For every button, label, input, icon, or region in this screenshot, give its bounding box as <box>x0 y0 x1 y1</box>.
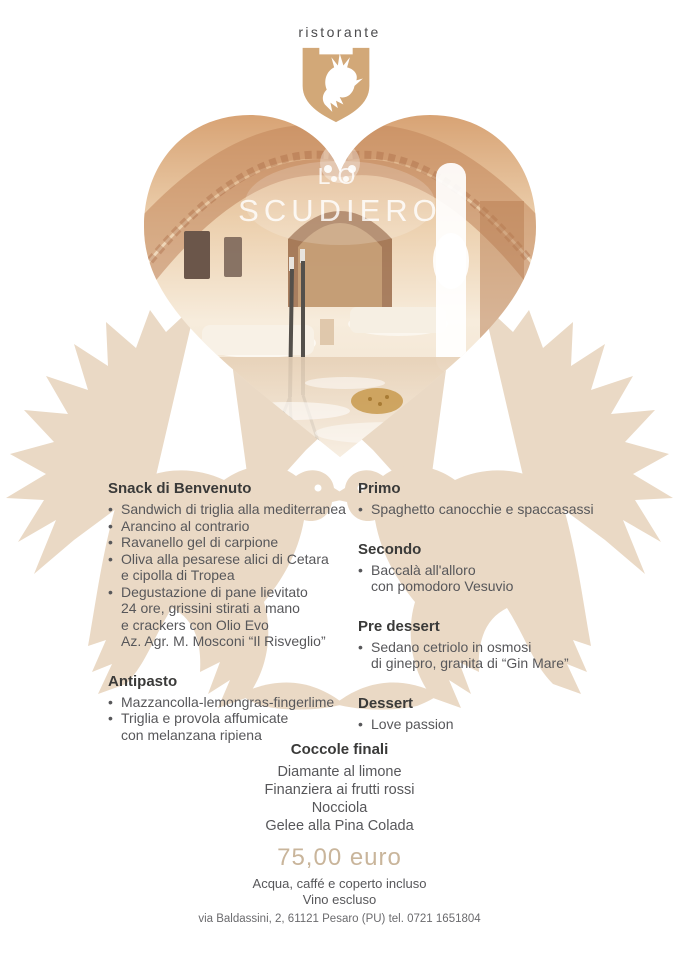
menu-item-text: con melanzana ripiena <box>121 726 262 743</box>
note-excluded: Vino escluso <box>302 892 377 907</box>
bullet-icon: • <box>358 638 363 655</box>
menu-item-text: 24 ore, grissini stirati a mano <box>121 600 300 616</box>
hero-title-line2: SCUDIERO <box>238 193 442 228</box>
section-title-antipasto: Antipasto <box>108 672 178 690</box>
footer-notes <box>0 876 679 908</box>
hero-title-line1: LO <box>317 163 363 189</box>
menu-section-secondo <box>358 540 610 595</box>
menu-section-snack <box>108 479 356 650</box>
section-title-primo: Primo <box>358 480 401 497</box>
menu-section-pre-dessert <box>358 617 610 672</box>
finale-line: Finanziera ai frutti rossi <box>264 782 415 798</box>
menu-item-text: con pomodoro Vesuvio <box>371 578 514 594</box>
note-included: Acqua, caffé e coperto incluso <box>252 876 427 891</box>
menu-item-text: e cipolla di Tropea <box>121 567 235 583</box>
menu-section-finale <box>0 740 679 872</box>
menu-item <box>358 562 610 579</box>
section-title-dessert: Dessert <box>358 694 414 712</box>
menu-section-primo <box>358 479 610 518</box>
menu-item <box>108 501 356 518</box>
menu-item-continuation <box>358 578 610 595</box>
bullet-icon: • <box>108 710 113 726</box>
menu-item-text: Baccalà all'alloro <box>371 561 476 578</box>
menu-item-text: Mazzancolla-lemongras-fingerlime <box>121 693 335 710</box>
griffin-shield-icon <box>298 47 374 123</box>
bullet-icon: • <box>358 561 363 578</box>
menu-item-text: Sandwich di triglia alla mediterranea <box>121 501 346 517</box>
bullet-icon: • <box>108 550 113 567</box>
menu-item-text: Ravanello gel di carpione <box>121 534 279 550</box>
menu-item <box>108 584 356 601</box>
menu-item-text: Degustazione di pane lievitato <box>121 583 308 600</box>
bullet-icon: • <box>108 693 113 710</box>
menu-item-text: Triglia e provola affumicate <box>121 710 289 726</box>
bullet-icon: • <box>108 534 113 550</box>
menu-item <box>108 694 356 711</box>
menu-item <box>108 534 356 551</box>
menu-item <box>108 551 356 568</box>
finale-line: Gelee alla Pina Colada <box>265 818 414 834</box>
menu-column-right <box>358 479 610 732</box>
bullet-icon: • <box>358 501 363 517</box>
menu-item-text: Az. Agr. M. Mosconi “Il Risveglio” <box>121 633 326 649</box>
menu-item-continuation <box>108 600 356 617</box>
menu-column-left <box>108 479 356 743</box>
address-line: via Baldassini, 2, 61121 Pesaro (PU) tel. 0721 1651804 <box>198 913 481 925</box>
menu-item-text: Love passion <box>371 715 454 732</box>
section-title-finale: Coccole finali <box>290 741 389 758</box>
menu-item-text: di ginepro, granita di “Gin Mare” <box>371 655 569 671</box>
menu-item <box>108 710 356 727</box>
menu-item-continuation <box>108 633 356 650</box>
brand-text: ristorante <box>298 24 381 40</box>
menu-item-continuation <box>108 567 356 584</box>
menu-item-continuation <box>108 617 356 634</box>
menu-price: 75,00 euro <box>277 844 402 871</box>
menu-item-text: Arancino al contrario <box>121 517 250 534</box>
finale-line: Nocciola <box>311 800 368 816</box>
finale-line: Diamante al limone <box>277 764 402 780</box>
bullet-icon: • <box>108 583 113 600</box>
menu-section-dessert <box>358 694 610 733</box>
menu-item-continuation <box>358 655 610 672</box>
menu-section-antipasto <box>108 672 356 744</box>
section-title-snack: Snack di Benvenuto <box>108 480 252 497</box>
menu-item <box>358 716 610 733</box>
menu-item-text: Sedano cetriolo in osmosi <box>371 638 532 655</box>
menu-item-text: e crackers con Olio Evo <box>121 616 269 633</box>
menu-item <box>358 501 610 518</box>
section-title-pre-dessert: Pre dessert <box>358 617 440 635</box>
section-title-secondo: Secondo <box>358 540 422 558</box>
bullet-icon: • <box>108 501 113 517</box>
menu-item <box>108 518 356 535</box>
hero-title <box>140 165 540 226</box>
menu-item <box>358 639 610 656</box>
bullet-icon: • <box>108 517 113 534</box>
menu-item-text: Oliva alla pesarese alici di Cetara <box>121 550 329 567</box>
bullet-icon: • <box>358 715 363 732</box>
menu-item-text: Spaghetto canocchie e spaccasassi <box>371 501 594 517</box>
